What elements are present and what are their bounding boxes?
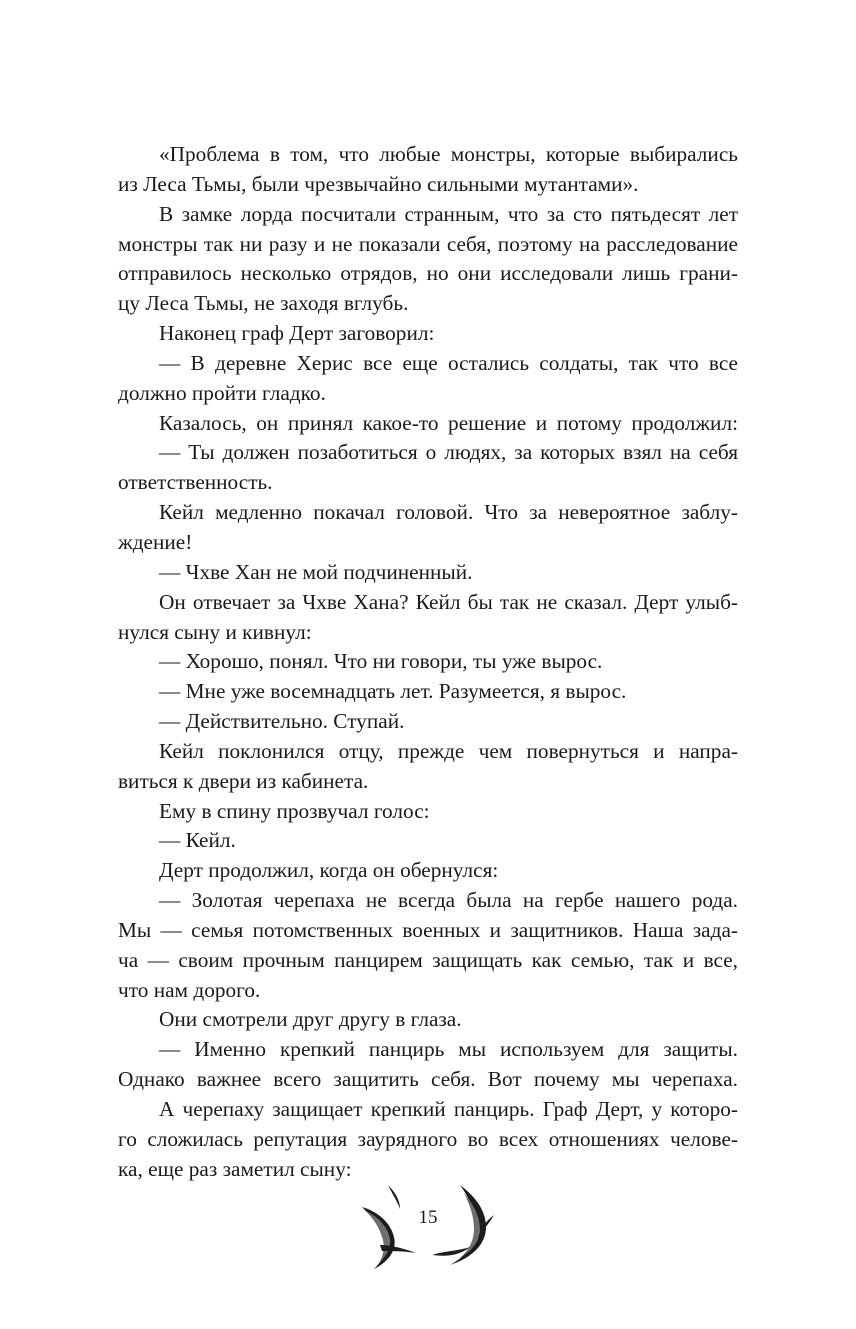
text-line: — Мне уже восемнадцать лет. Разумеется, я вырос. (159, 679, 627, 704)
text-line: ча — своим прочным панцирем защищать как семью, так и все, (118, 947, 738, 972)
page-number: 15 (418, 1207, 438, 1228)
text-line: отправилось несколько отрядов, но они исследовали лишь грани- (118, 261, 738, 286)
text-line: Казалось, он принял какое-то решение и потому продолжил: (159, 410, 738, 435)
text-line: го сложилась репутация заурядного во всех отношениях челове- (118, 1126, 738, 1151)
text-line: — Ты должен позаботиться о людях, за которых взял на себя (159, 440, 738, 465)
text-line: должно пройти гладко. (118, 380, 326, 405)
body-text (118, 140, 738, 1185)
text-line: ждение! (118, 529, 193, 554)
text-line: — Золотая черепаха не всегда была на гербе нашего рода. (159, 888, 738, 913)
text-line: «Проблема в том, что любые монстры, которые выбирались (159, 142, 738, 166)
text-line: цу Леса Тьмы, не заходя вглубь. (118, 291, 409, 316)
text-line: — Чхве Хан не мой подчиненный. (159, 559, 473, 584)
left-upper-spike-icon (388, 1185, 400, 1209)
text-line: Кейл поклонился отцу, прежде чем повернуться и напра- (159, 738, 738, 763)
text-line: виться к двери из кабинета. (118, 768, 369, 793)
text-line: Однако важнее всего защитить себя. Вот почему мы черепаха. (118, 1067, 738, 1092)
text-line: ка, еще раз заметил сыну: (118, 1156, 352, 1181)
folio-ornament (360, 1185, 496, 1271)
text-line: Он отвечает за Чхве Хана? Кейл бы так не сказал. Дерт улыб- (159, 589, 738, 614)
text-line: А черепаху защищает крепкий панцирь. Граф Дерт, у которо- (159, 1097, 738, 1121)
text-line: Они смотрели друг другу в глаза. (159, 1007, 462, 1032)
text-line: Наконец граф Дерт заговорил: (159, 321, 435, 346)
text-line: — В деревне Херис все еще остались солдаты, так что все (159, 350, 738, 375)
text-line: — Именно крепкий панцирь мы используем для защиты. (159, 1037, 738, 1062)
text-line: В замке лорда посчитали странным, что за сто пятьдесят лет (159, 201, 738, 226)
text-line: из Леса Тьмы, были чрезвычайно сильными мутантами». (118, 171, 639, 196)
text-line: что нам дорого. (118, 977, 261, 1002)
text-line: Кейл медленно покачал головой. Что за невероятное заблу- (159, 500, 738, 525)
text-line: — Хорошо, понял. Что ни говори, ты уже вырос. (159, 649, 603, 674)
text-line: монстры так ни разу и не показали себя, поэтому на расследование (118, 231, 738, 256)
text-line: — Действительно. Ступай. (159, 709, 405, 734)
text-line: ответственность. (118, 470, 273, 495)
text-line: нулся сыну и кивнул: (118, 619, 312, 644)
text-line: Дерт продолжил, когда он обернулся: (159, 858, 499, 883)
text-line: Ему в спину прозвучал голос: (159, 798, 430, 823)
text-line: — Кейл. (159, 828, 236, 853)
text-line: Мы — семья потомственных военных и защитников. Наша зада- (118, 917, 738, 942)
